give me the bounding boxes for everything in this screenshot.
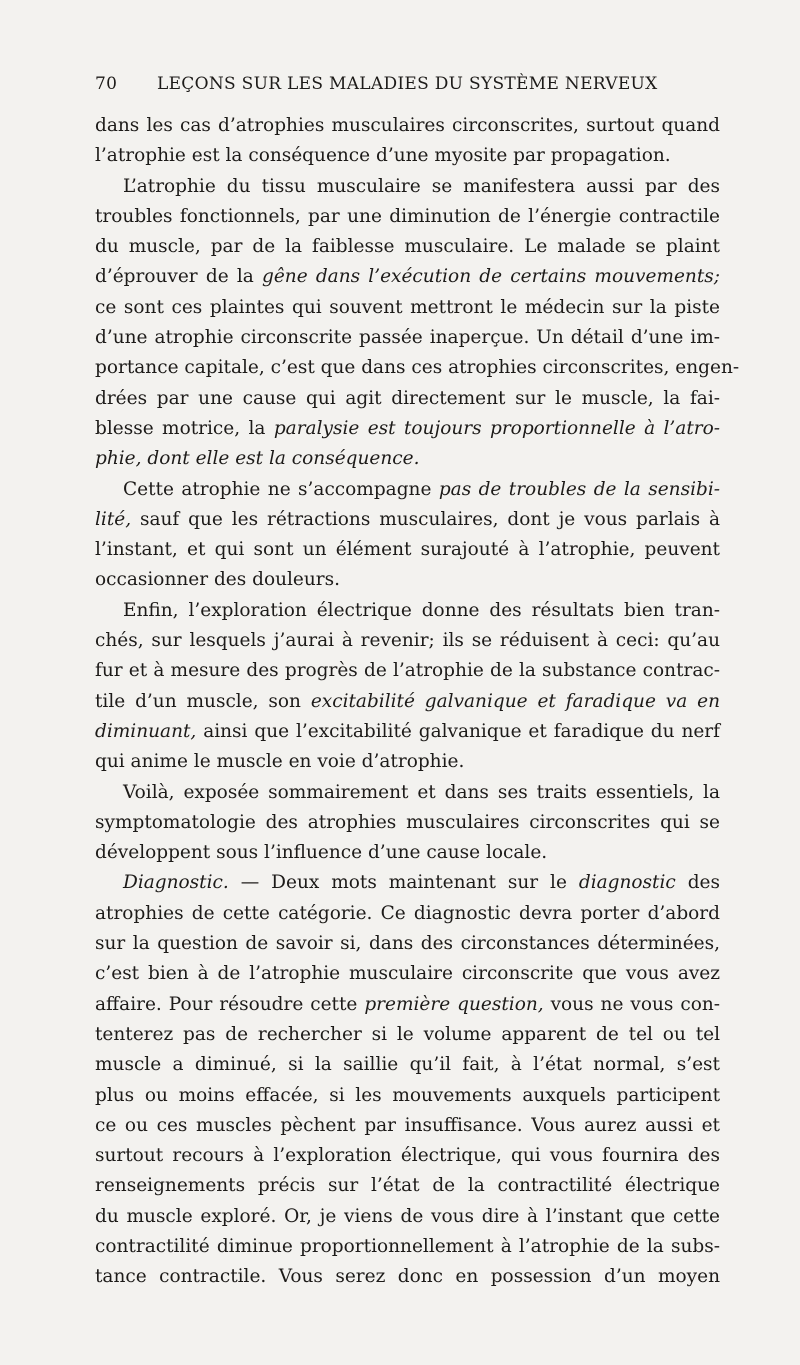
text-line: [95, 717, 720, 747]
italic-text: paralysie est toujours proportionnelle à l’atro-: [273, 417, 720, 439]
text-segment: L’atrophie du tissu musculaire se manifestera aussi par des: [123, 175, 720, 197]
text-segment: tance contractile. Vous serez donc en possession d’un moyen: [95, 1266, 720, 1288]
italic-text: première question,: [364, 993, 544, 1015]
text-line: [95, 778, 720, 808]
text-line: [95, 1141, 720, 1171]
text-segment: troubles fonctionnels, par une diminution de l’énergie contractile: [95, 205, 720, 227]
text-line: [95, 1050, 720, 1080]
text-line: [95, 596, 720, 626]
text-segment: du muscle, par de la faiblesse musculaire. Le malade se plaint: [95, 236, 720, 258]
text-segment: l’atrophie est la conséquence d’une myosite par propagation.: [95, 145, 671, 167]
text-line: [95, 202, 720, 232]
text-line: [95, 899, 720, 929]
text-segment: sur la question de savoir si, dans des circonstances déterminées,: [95, 933, 720, 955]
text-segment: qui anime le muscle en voie d’atrophie.: [95, 751, 465, 773]
text-segment: occasionner des douleurs.: [95, 569, 340, 591]
text-line: [95, 808, 720, 838]
text-line: [95, 868, 720, 898]
text-segment: blesse motrice, la: [95, 417, 274, 439]
text-segment: portance capitale, c’est que dans ces atrophies circonscrites, engen-: [95, 357, 740, 379]
text-segment: Voilà, exposée sommairement et dans ses traits essentiels, la: [123, 781, 720, 803]
page-number: 70: [95, 74, 118, 94]
text-segment: c’est bien à de l’atrophie musculaire circonscrite que vous avez: [95, 963, 720, 985]
text-segment: vous ne vous con-: [543, 993, 720, 1015]
text-segment: surtout recours à l’exploration électrique, qui vous fournira des: [95, 1145, 720, 1167]
text-segment: contractilité diminue proportionnellement à l’atrophie de la subs-: [95, 1235, 720, 1257]
text-segment: développent sous l’influence d’une cause locale.: [95, 842, 548, 864]
text-segment: ce ou ces muscles pèchent par insuffisance. Vous aurez aussi et: [95, 1114, 720, 1136]
text-segment: drées par une cause qui agit directement sur le muscle, la fai-: [95, 387, 720, 409]
text-segment: d’une atrophie circonscrite passée inaperçue. Un détail d’une im-: [95, 327, 720, 349]
running-title: LEÇONS SUR LES MALADIES DU SYSTÈME NERVEUX: [157, 74, 658, 94]
text-segment: — Deux mots maintenant sur le: [228, 872, 579, 894]
text-segment: Enfin, l’exploration électrique donne des résultats bien tran-: [123, 599, 720, 621]
text-line: [95, 990, 720, 1020]
text-line: [95, 1171, 720, 1201]
text-segment: muscle a diminué, si la saillie qu’il fait, à l’état normal, s’est: [95, 1054, 720, 1076]
text-segment: l’instant, et qui sont un élément surajouté à l’atrophie, peuvent: [95, 539, 720, 561]
text-segment: du muscle exploré. Or, je viens de vous dire à l’instant que cette: [95, 1205, 720, 1227]
italic-text: pas de troubles de la sensibi-: [438, 478, 721, 500]
text-line: [95, 353, 740, 383]
italic-text: diminuant,: [95, 720, 197, 742]
text-line: [95, 232, 720, 262]
text-segment: atrophies de cette catégorie. Ce diagnostic devra porter d’abord: [95, 902, 720, 924]
text-segment: chés, sur lesquels j’aurai à revenir; ils se réduisent à ceci: qu’au: [95, 630, 720, 652]
italic-text: Diagnostic.: [123, 872, 229, 894]
text-line: [95, 384, 720, 414]
italic-text: gêne dans l’exécution de certains mouvements;: [261, 266, 720, 288]
text-line: [95, 535, 720, 565]
text-segment: affaire. Pour résoudre cette: [95, 993, 365, 1015]
text-line: [95, 172, 720, 202]
italic-text: lité,: [95, 508, 132, 530]
text-line: [95, 1111, 720, 1141]
text-line: [95, 475, 720, 505]
text-line: [95, 293, 720, 323]
text-segment: tile d’un muscle, son: [95, 690, 311, 712]
text-line: [95, 929, 720, 959]
italic-text: excitabilité galvanique et faradique va en: [310, 690, 720, 712]
italic-text: phie, dont elle est la conséquence.: [95, 448, 420, 470]
text-segment: tenterez pas de rechercher si le volume apparent de tel ou tel: [95, 1023, 720, 1045]
text-line: [95, 687, 720, 717]
text-line: [95, 323, 720, 353]
text-segment: ainsi que l’excitabilité galvanique et faradique du nerf: [196, 720, 720, 742]
text-line: [95, 262, 720, 292]
text-segment: d’éprouver de la: [95, 266, 262, 288]
text-segment: sauf que les rétractions musculaires, dont je vous parlais à: [131, 508, 720, 530]
body-text: [95, 111, 740, 1293]
text-segment: renseignements précis sur l’état de la contractilité électrique: [95, 1175, 720, 1197]
italic-text: diagnostic: [578, 872, 676, 894]
text-line: [95, 141, 720, 171]
text-segment: des: [675, 872, 720, 894]
text-line: [95, 444, 720, 474]
text-line: [95, 626, 720, 656]
text-line: [95, 959, 720, 989]
text-line: [95, 838, 720, 868]
text-segment: plus ou moins effacée, si les mouvements auxquels participent: [95, 1084, 720, 1106]
text-line: [95, 565, 720, 595]
text-line: [95, 1202, 720, 1232]
text-segment: symptomatologie des atrophies musculaires circonscrites qui se: [95, 811, 720, 833]
text-line: [95, 505, 720, 535]
text-line: [95, 1020, 720, 1050]
text-line: [95, 656, 720, 686]
text-line: [95, 1262, 720, 1292]
text-line: [95, 111, 720, 141]
text-line: [95, 1232, 720, 1262]
text-line: [95, 747, 720, 777]
text-segment: dans les cas d’atrophies musculaires circonscrites, surtout quand: [95, 115, 720, 136]
text-line: [95, 1081, 720, 1111]
text-segment: fur et à mesure des progrès de l’atrophie de la substance contrac-: [95, 660, 720, 682]
text-line: [95, 414, 720, 444]
text-segment: ce sont ces plaintes qui souvent mettront le médecin sur la piste: [95, 296, 720, 318]
text-segment: Cette atrophie ne s’accompagne: [123, 478, 439, 500]
